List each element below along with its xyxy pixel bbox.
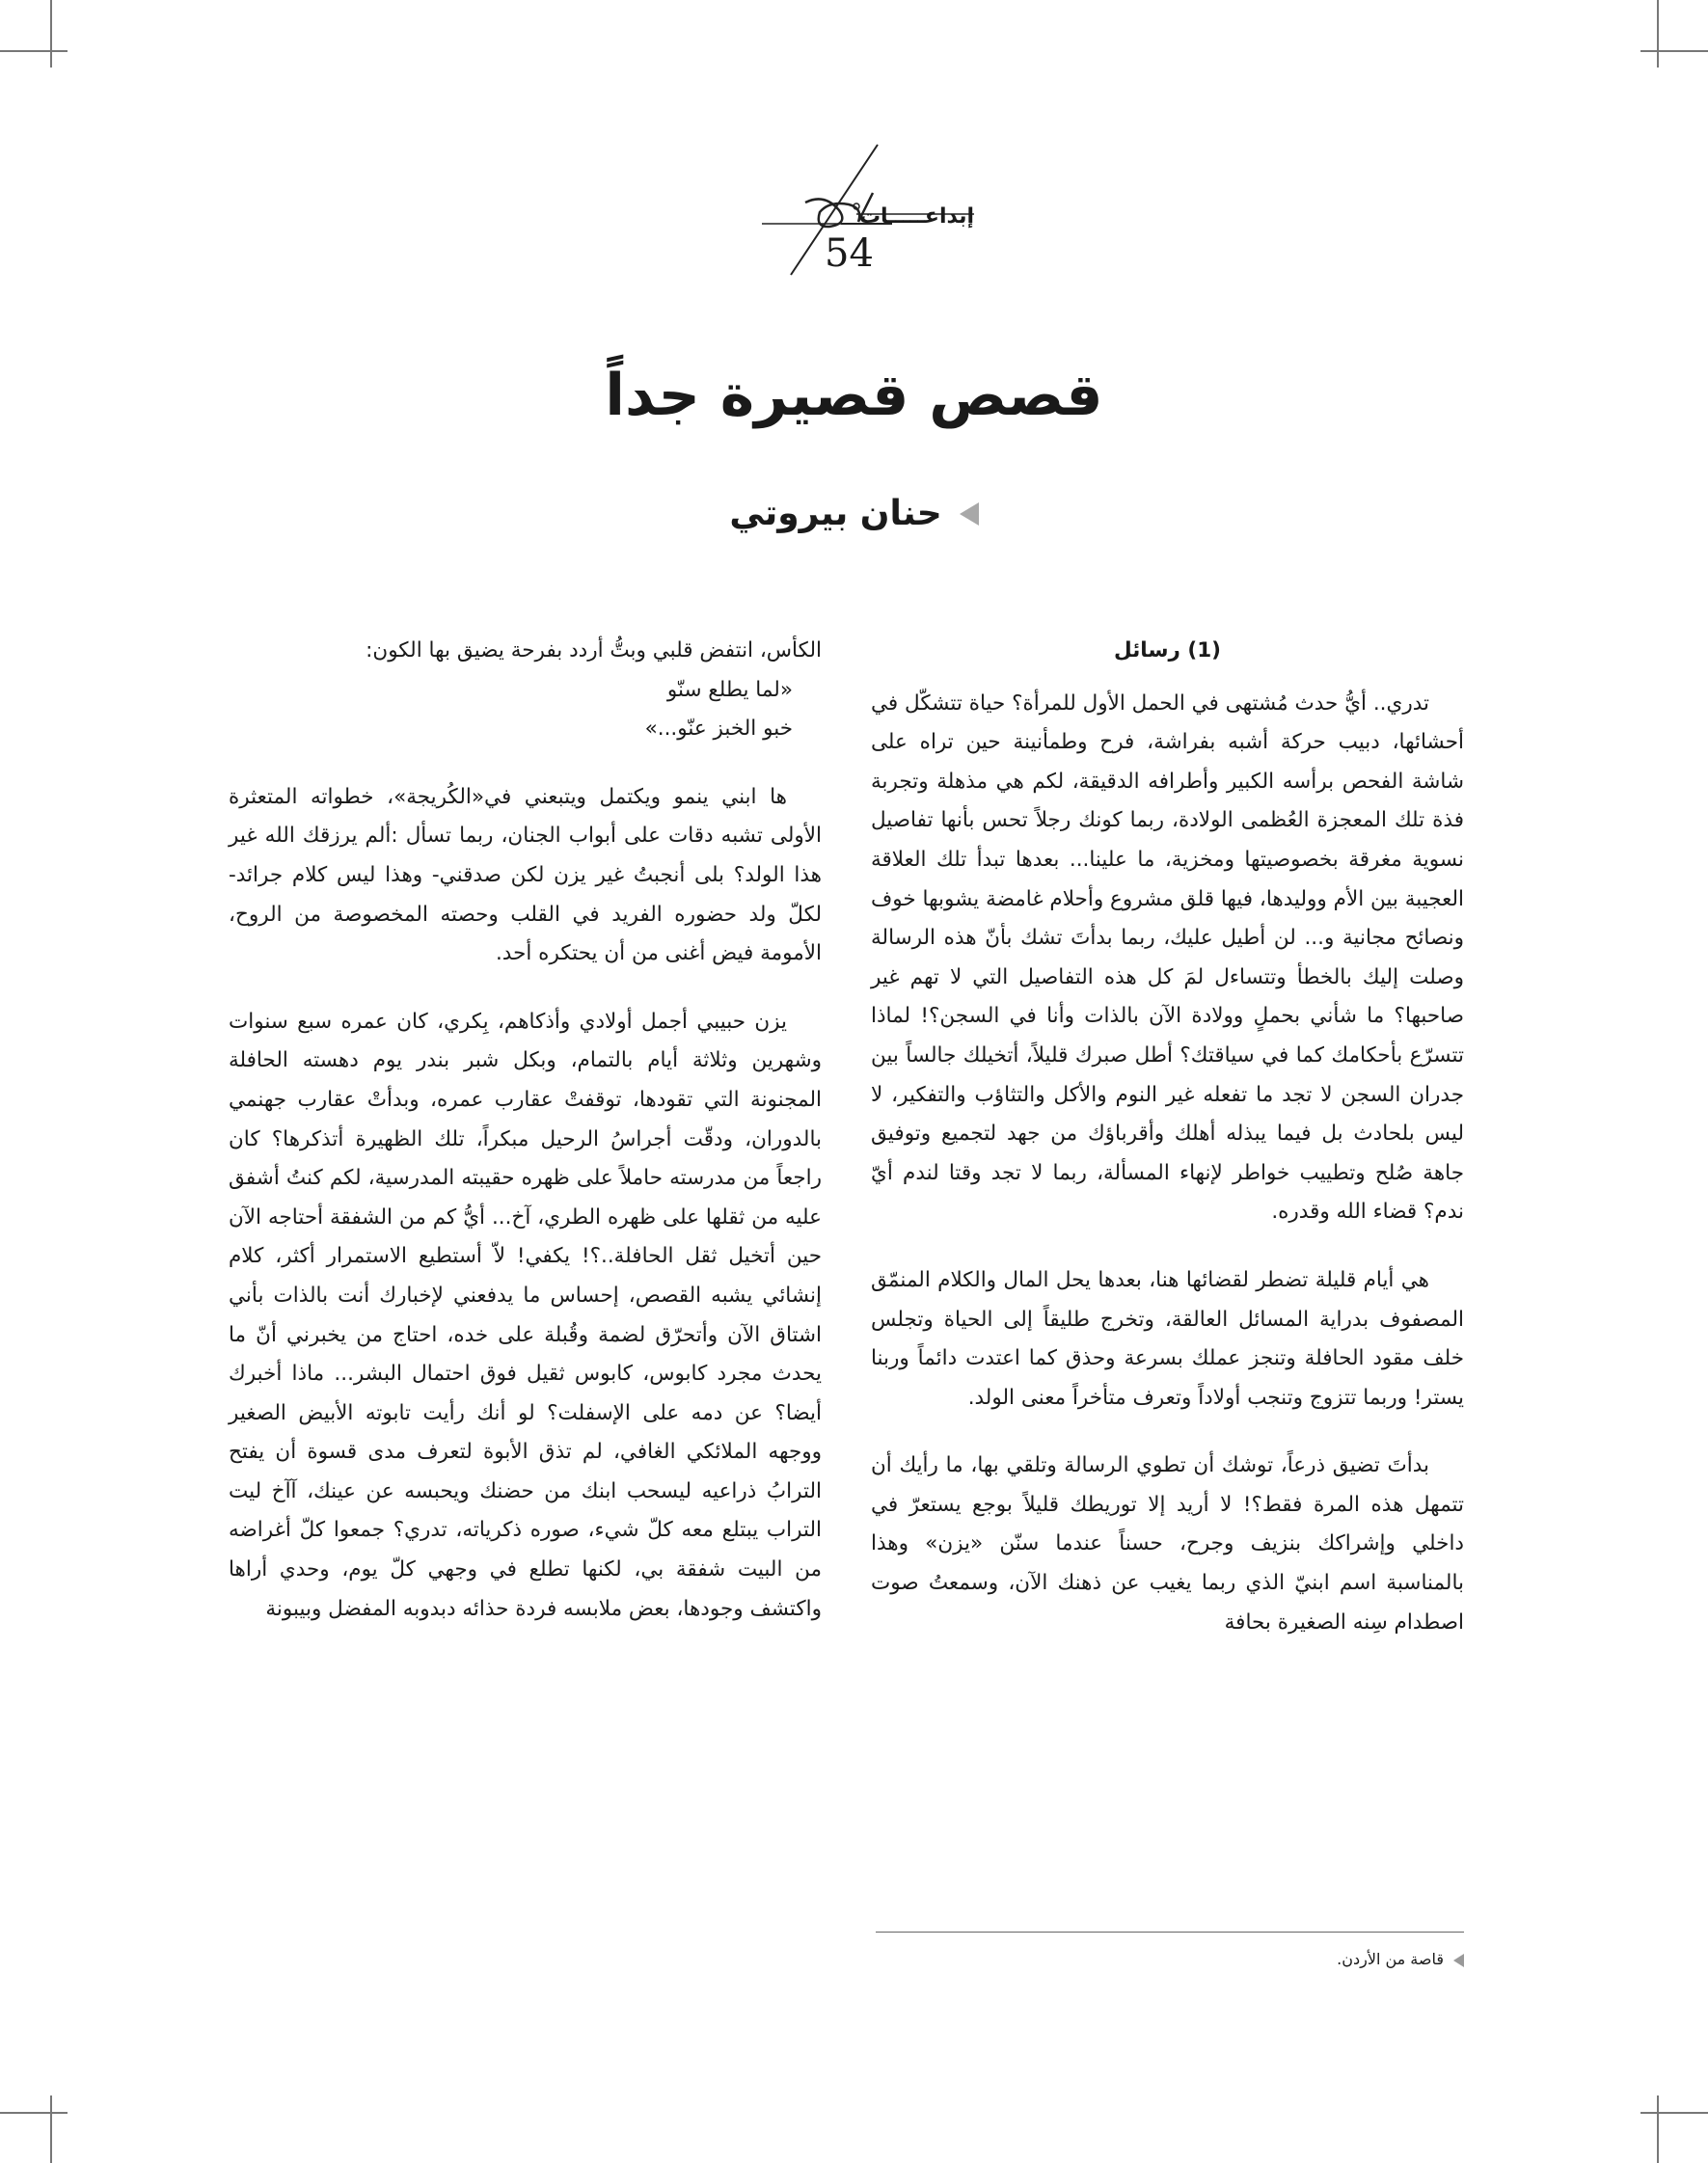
page-header [733, 135, 993, 280]
paragraph: بدأتَ تضيق ذرعاً، توشك أن تطوي الرسالة وتلقي بها، ما رأيك أن تتمهل هذه المرة فقط؟! لا أريد إلا توريطك قليلاً بوجع يستعرّ في داخلي وإشراكك بنزيف وجرح، حسناً عندما سنّن «يزن» وهذا بالمناسبة اسم ابنيّ الذي ربما يغيب عن ذهنك الآن، وسمعتُ صوت اصطدام سِنه الصغيرة بحافة [871, 1453, 1464, 1635]
crop-mark [0, 2112, 68, 2114]
paragraph: ها ابني ينمو ويكتمل ويتبعني في«الكُريجة»، خطواته المتعثرة الأولى تشبه دقات على أبواب الجنان، ربما تسأل :ألم يرزقك الله غير هذا الولد؟ بلى أنجبتُ غير يزن لكن صدقني- وهذا ليس كلام جرائد- لكلّ ولد حضوره الفريد في القلب وحصته المخصوصة من الروح، الأمومة فيض أغنى من أن يحتكره أحد. [229, 784, 822, 966]
paragraph: هي أيام قليلة تضطر لقضائها هنا، بعدها يحل المال والكلام المنمّق المصفوف بدراية المسائل العالقة، وتخرج طليقاً إلى الحياة وتجلس خلف مقود الحافلة وتنجز عملك بسرعة وحذق كما اعتدت دائماً وربنا يستر! وربما تتزوج وتنجب أولاداً وتعرف متأخراً معنى الولد. [871, 1267, 1464, 1410]
crop-mark [0, 50, 68, 52]
crop-mark [1640, 50, 1708, 52]
crop-mark [50, 0, 52, 68]
footnote-text: قاصة من الأردن. [1337, 1950, 1444, 1968]
section-label: إبداعـــــات [858, 204, 974, 229]
paragraph: يزن حبيبي أجمل أولادي وأذكاهم، بِكري، كان عمره سبع سنوات وشهرين وثلاثة أيام بالتمام، وبكل شبر بندر يوم دهسته الحافلة المجنونة التي تقودها، توقفتْ عقارب عمره، وبدأتْ عقارب جهنمي بالدوران، ودقّت أجراسُ الرحيل مبكراً، تلك الظهيرة أتذكرها؟ كان راجعاً من مدرسته حاملاً على ظهره حقيبته المدرسية، لكم كنتُ أشفق عليه من ثقلها على ظهره الطري، آخ... أيُّ كم من الشفقة أحتاجه الآن حين أتخيل ثقل الحافلة..؟! يكفي! لاّ أستطيع الاستمرار أكثر، كلام إنشائي يشبه القصص، إحساس ما يدفعني لإخبارك أنت بالذات بأني اشتاق الآن وأتحرّق لضمة وقُبلة على خده، احتاج من يخبرني أنّ ما يحدث مجرد كابوس، كابوس ثقيل فوق احتمال البشر... ماذا أخبرك أيضا؟ عن دمه على الإسفلت؟ لو أنك رأيت تابوته الأبيض الصغير ووجهه الملائكي الغافي، لم تذق الأبوة لتعرف مدى قسوة أن يفتح الترابُ ذراعيه ليسحب ابنك من حضنك ويحبسه عن عينك، آآخ ليت التراب يبتلع معه كلّ شيء، صوره ذكرياته، تدري؟ جمعوا كلّ أغراضه من البيت شفقة بي، لكنها تطلع في وجهي كلّ يوم، وحدي أراها واكتشف وجودها، بعض ملابسه فردة حذائه دبدوبه المفضل وبيبونة [229, 1009, 822, 1621]
footnote [1337, 1950, 1464, 1968]
crop-mark [1657, 0, 1659, 68]
verse-line: «لما يطلع سنّو [666, 677, 793, 702]
text-column-right [871, 632, 1464, 1642]
triangle-marker-icon [1453, 1954, 1464, 1967]
author-byline [0, 494, 1708, 533]
page-title: قصص قصيرة جداً [605, 362, 1103, 429]
footnote-divider [876, 1932, 1464, 1933]
crop-mark [50, 2095, 52, 2163]
page-number: 54 [825, 231, 874, 276]
crop-mark [1657, 2095, 1659, 2163]
triangle-marker-icon [960, 502, 979, 526]
verse-line: خبو الخبز عنّو...» [644, 716, 793, 742]
story-heading: (1) رسائل [1114, 638, 1221, 662]
author-name: حنان بيروتي [729, 494, 942, 533]
crop-mark [1640, 2112, 1708, 2114]
text-column-left [229, 632, 822, 1629]
paragraph: تدري.. أيُّ حدث مُشتهى في الحمل الأول للمرأة؟ حياة تتشكّل في أحشائها، دبيب حركة أشبه بفراشة، فرح وطمأنينة حين تراه على شاشة الفحص برأسه الكبير وأطرافه الدقيقة، لكم هي مذهلة وتجربة فذة تلك المعجزة العُظمى الولادة، ربما كونك رجلاً تحس بأنها تفاصيل نسوية مغرقة بخصوصيتها ومخزية، ما علينا... بعدها تبدأ تلك العلاقة العجيبة بين الأم ووليدها، فيها قلق مشروع وأحلام غامضة يشوبها خوف ونصائح مجانية و... لن أطيل عليك، ربما بدأتَ تشك بأنّ هذه الرسالة وصلت إليك بالخطأ وتتساءل لمَ كل هذه التفاصيل التي لا تهم غير صاحبها؟ ما شأني بحملٍ وولادة الآن بالذات وأنا في السجن؟! لماذا تتسرّع بأحكامك كما في سياقتك؟ أطل صبرك قليلاً، أتخيلك جالساً بين جدران السجن لا تجد ما تفعله غير النوم والأكل والتثاؤب والتفكير، لا ليس بلحادث بل فيما يبذله أهلك وأقرباؤك من جهد لتجميع وتوفيق جاهة صُلح وتطييب خواطر لإنهاء المسألة، ربما لا تجد وقتا لندم أيّ ندم؟ قضاء الله وقدره. [871, 690, 1464, 1225]
paragraph: الكأس، انتفض قلبي وبتُّ أردد بفرحة يضيق بها الكون: [366, 638, 822, 662]
